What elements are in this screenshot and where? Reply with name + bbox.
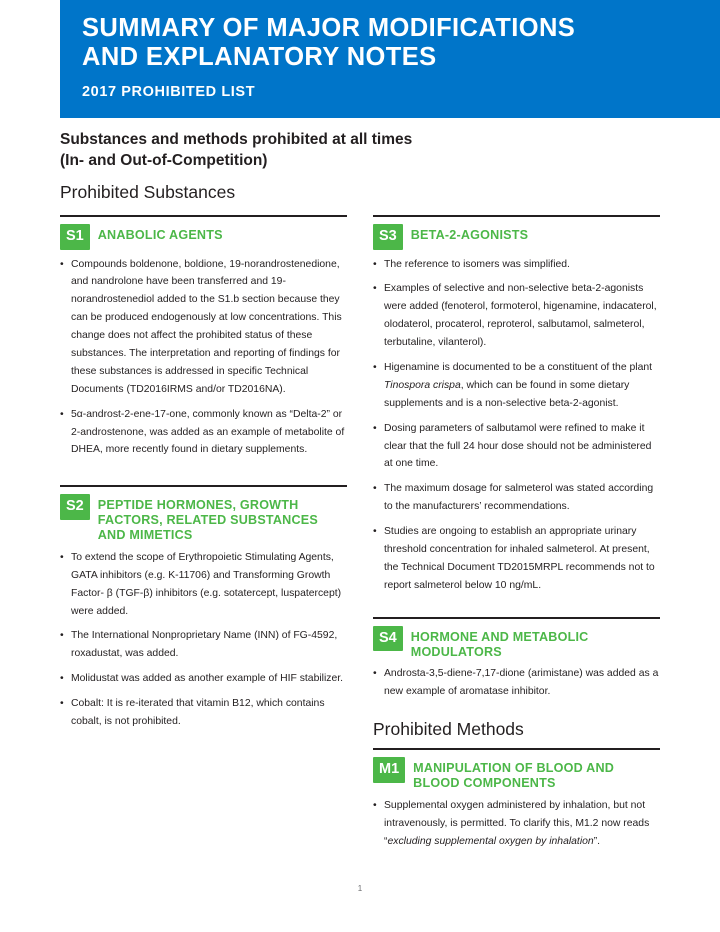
section-divider [60, 215, 347, 217]
section-s2 [60, 485, 347, 731]
list-item: • 5α-androst-2-ene-17-one, commonly known as “Delta-2” or 2-androstenone, was added as an example of metabolite of DHEA, more recently found in dietary supplements. [60, 406, 347, 460]
section-m1-header [373, 757, 660, 791]
left-column [60, 215, 347, 749]
prohibited-substances-heading: Prohibited Substances [60, 182, 236, 202]
right-column [373, 215, 660, 869]
section-code-badge: S4 [373, 626, 403, 652]
document-title [82, 14, 720, 72]
list-item: • Examples of selective and non-selective beta-2-agonists were added (fenoterol, formoterol, higenamine, indacaterol, olodaterol, procaterol, reproterol, salbutamol, salmeterol, terbutaline, vilanterol). [373, 280, 660, 352]
section-divider [373, 617, 660, 619]
section-m1 [373, 748, 660, 850]
list-item-text: Higenamine is documented to be a constituent of the plant Tinospora crispa, which can be found in some dietary supplements and is a non-selective beta-2-agonist. [384, 361, 653, 409]
list-item: • The reference to isomers was simplified. [373, 256, 660, 274]
section-s2-header [60, 494, 347, 543]
section-code-badge: M1 [373, 757, 405, 783]
page-number: 1 [357, 884, 363, 893]
section-s3-header [373, 224, 660, 250]
list-item-text: Supplemental oxygen administered by inhalation, but not intravenously, is permitted. To clarify this, M1.2 now reads “excluding supplemental oxygen by inhalation”. [384, 799, 650, 847]
section-s1-bullets [60, 256, 347, 460]
list-item: • The maximum dosage for salmeterol was stated according to the manufacturers’ recommendations. [373, 480, 660, 516]
section-code-badge: S2 [60, 494, 90, 520]
section-s4 [373, 617, 660, 702]
section-code-badge: S3 [373, 224, 403, 250]
list-item [373, 359, 660, 413]
section-title: HORMONE AND METABOLIC MODULATORS [410, 629, 589, 659]
section-title: PEPTIDE HORMONES, GROWTH FACTORS, RELATED SUBSTANCES AND MIMETICS [97, 498, 318, 543]
document-subtitle: 2017 PROHIBITED LIST [82, 83, 256, 100]
section-s4-header [373, 626, 660, 660]
intro-line-1: Substances and methods prohibited at all times [60, 131, 413, 148]
list-item: • Dosing parameters of salbutamol were refined to make it clear that the full 24 hour dose should not be administered at one time. [373, 420, 660, 474]
prohibited-methods-heading: Prohibited Methods [373, 719, 524, 740]
section-s1 [60, 215, 347, 459]
list-item: • Molidustat was added as another example of HIF stabilizer. [60, 670, 347, 688]
section-divider [373, 215, 660, 217]
section-divider [60, 485, 347, 487]
list-item: • The International Nonproprietary Name (INN) of FG-4592, roxadustat, was added. [60, 627, 347, 663]
section-s3 [373, 215, 660, 595]
section-s1-header [60, 224, 347, 250]
list-item: • To extend the scope of Erythropoietic Stimulating Agents, GATA inhibitors (e.g. K-11706) and Transforming Growth Factor- β (TGF-β) inhibitors (e.g. sotatercept, luspatercept) were added. [60, 549, 347, 621]
section-title: ANABOLIC AGENTS [97, 228, 223, 242]
section-s4-bullets [373, 665, 660, 701]
header-banner [60, 0, 720, 118]
list-item: • Studies are ongoing to establish an appropriate urinary threshold concentration for inhaled salmeterol. At present, the Technical Document TD2015MRPL recommends not to report salmeterol below 10 ng/mL. [373, 523, 660, 595]
section-divider [373, 748, 660, 750]
intro-block [60, 130, 680, 171]
intro-line-2: (In- and Out-of-Competition) [60, 151, 268, 169]
list-item [373, 797, 660, 851]
document-title-line1: SUMMARY OF MAJOR MODIFICATIONS [82, 14, 576, 42]
list-item: • Compounds boldenone, boldione, 19-norandrostenedione, and nandrolone have been transferred and 19-norandrostenediol added to the S1.b section because they can be produced endogenously at low concentrations. This change does not affect the prohibited status of these substances. The interpretation and reporting of findings for these substances is addressed in specific Technical Documents (TD2016IRMS and/or TD2016NA). [60, 256, 347, 399]
section-title: BETA-2-AGONISTS [410, 228, 529, 242]
document-title-line2: AND EXPLANATORY NOTES [82, 42, 437, 71]
section-s3-bullets [373, 256, 660, 595]
section-m1-bullets [373, 797, 660, 851]
list-item: • Cobalt: It is re-iterated that vitamin B12, which contains cobalt, is not prohibited. [60, 695, 347, 731]
section-s2-bullets [60, 549, 347, 731]
section-title: MANIPULATION OF BLOOD AND BLOOD COMPONENTS [413, 761, 615, 790]
list-item: • Androsta-3,5-diene-7,17-dione (arimistane) was added as a new example of aromatase inhibitor. [373, 665, 660, 701]
section-code-badge: S1 [60, 224, 90, 250]
